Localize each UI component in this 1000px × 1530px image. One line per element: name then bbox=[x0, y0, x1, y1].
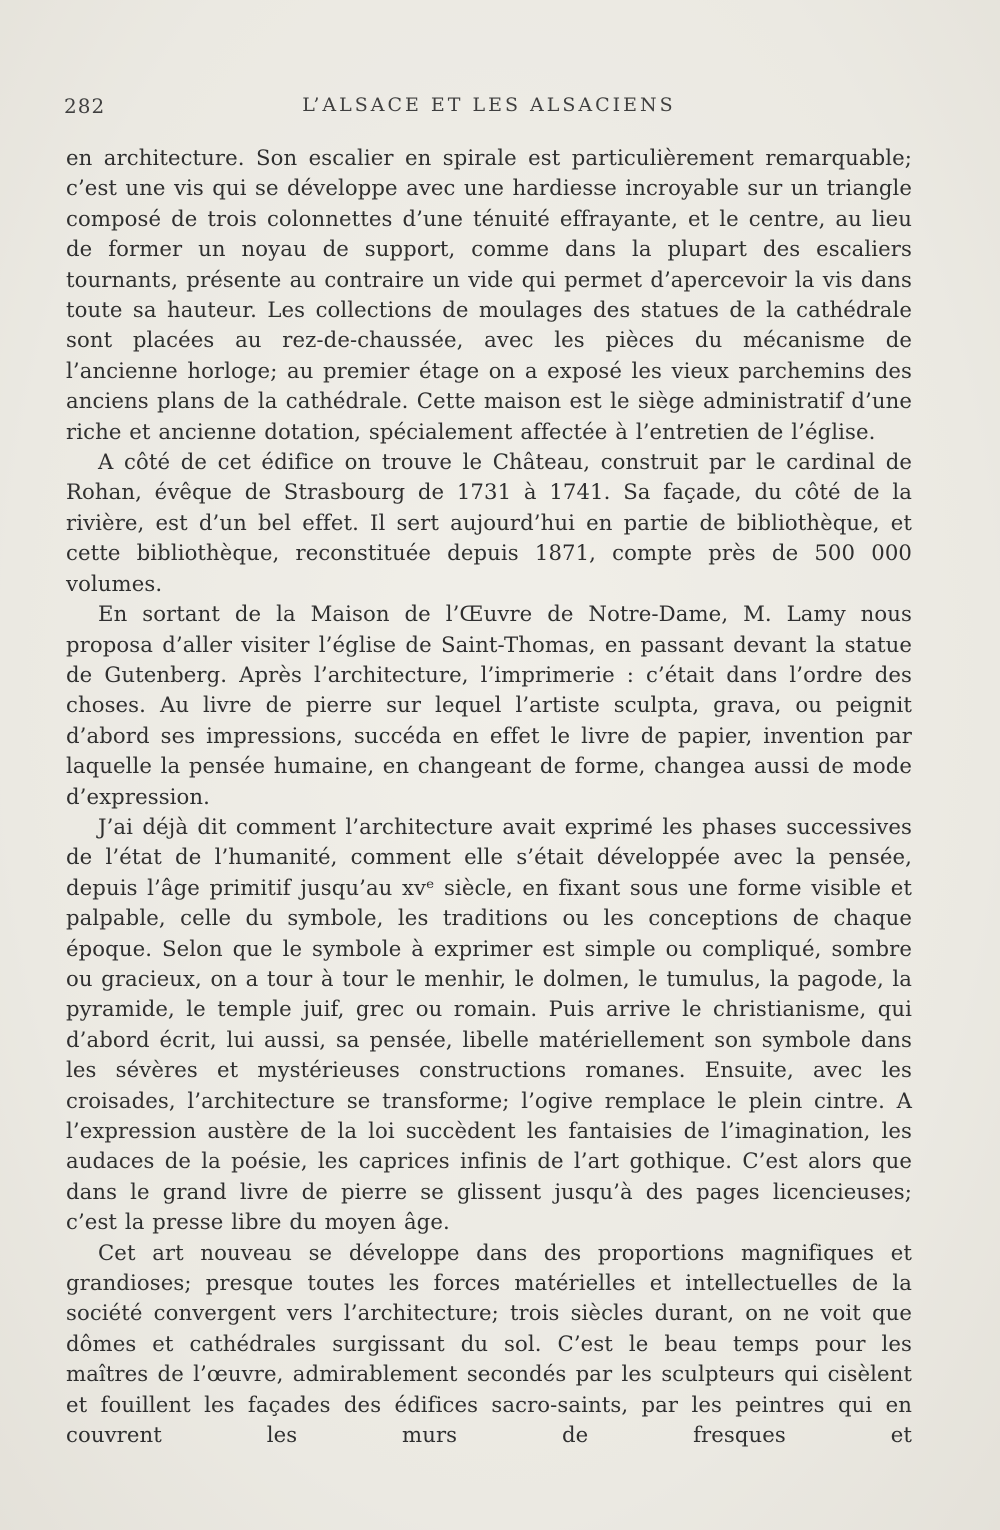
paragraph: en architecture. Son escalier en spirale est particulièrement remarquable; c’est une vis qui se développe avec une hardiesse incroyable sur un triangle composé de trois colonnettes d’une ténuité effrayante, et le centre, au lieu de former un noyau de support, comme dans la plupart des escaliers tournants, présente au contraire un vide qui permet d’apercevoir la vis dans toute sa hauteur. Les collections de moulages des statues de la cathédrale sont placées au rez-de-chaussée, avec les pièces du mécanisme de l’ancienne horloge; au premier étage on a exposé les vieux parchemins des anciens plans de la cathédrale. Cette maison est le siège administratif d’une riche et ancienne dotation, spécialement affectée à l’entretien de l’église. bbox=[66, 145, 912, 444]
paragraph: Cet art nouveau se développe dans des proportions magnifiques et grandioses; presque toutes les forces matérielles et intellectuelles de la société convergent vers l’architecture; trois siècles durant, on ne voit que dômes et cathédrales surgissant du sol. C’est le beau temps pour les maîtres de l’œuvre, admirablement secondés par les sculpteurs qui cisèlent et fouillent les façades des édifices sacro-saints, par les peintres qui en couvrent les murs de fresques et bbox=[66, 1239, 912, 1448]
paragraph: En sortant de la Maison de l’Œuvre de Notre-Dame, M. Lamy nous proposa d’aller visiter l’église de Saint-Thomas, en passant devant la statue de Gutenberg. Après l’architecture, l’imprimerie : c’était dans l’ordre des choses. Au livre de pierre sur lequel l’artiste sculpta, grava, ou peignit d’abord ses impressions, succéda en effet le livre de papier, invention par laquelle la pensée humaine, en changeant de forme, changea aussi de mode d’expression. bbox=[66, 601, 912, 809]
body-text bbox=[66, 143, 912, 1450]
paragraph: A côté de cet édifice on trouve le Château, construit par le cardinal de Rohan, évêque de Strasbourg de 1731 à 1741. Sa façade, du côté de la rivière, est d’un bel effet. Il sert aujourd’hui en partie de bibliothèque, et cette bibliothèque, reconstituée depuis 1871, compte près de 500 000 volumes. bbox=[66, 449, 912, 596]
paragraph: J’ai déjà dit comment l’architecture avait exprimé les phases successives de l’état de l’humanité, comment elle s’était développée avec la pensée, depuis l’âge primitif jusqu’au xvᵉ siècle, en fixant sous une forme visible et palpable, celle du symbole, les traditions ou les conceptions de chaque époque. Selon que le symbole à exprimer est simple ou compliqué, sombre ou gracieux, on a tour à tour le menhir, le dolmen, le tumulus, la pagode, la pyramide, le temple juif, grec ou romain. Puis arrive le christianisme, qui d’abord écrit, lui aussi, sa pensée, libelle matériellement son symbole dans les sévères et mystérieuses constructions romanes. Ensuite, avec les croisades, l’architecture se transforme; l’ogive remplace le plein cintre. A l’expression austère de la loi succèdent les fantaisies de l’imagination, les audaces de la poésie, les caprices infinis de l’art gothique. C’est alors que dans le grand livre de pierre se glissent jusqu’à des pages licencieuses; c’est la presse libre du moyen âge. bbox=[66, 813, 912, 1235]
page-number: 282 bbox=[64, 94, 106, 118]
page-header bbox=[64, 94, 914, 128]
running-title: L’ALSACE ET LES ALSACIENS bbox=[302, 94, 676, 116]
